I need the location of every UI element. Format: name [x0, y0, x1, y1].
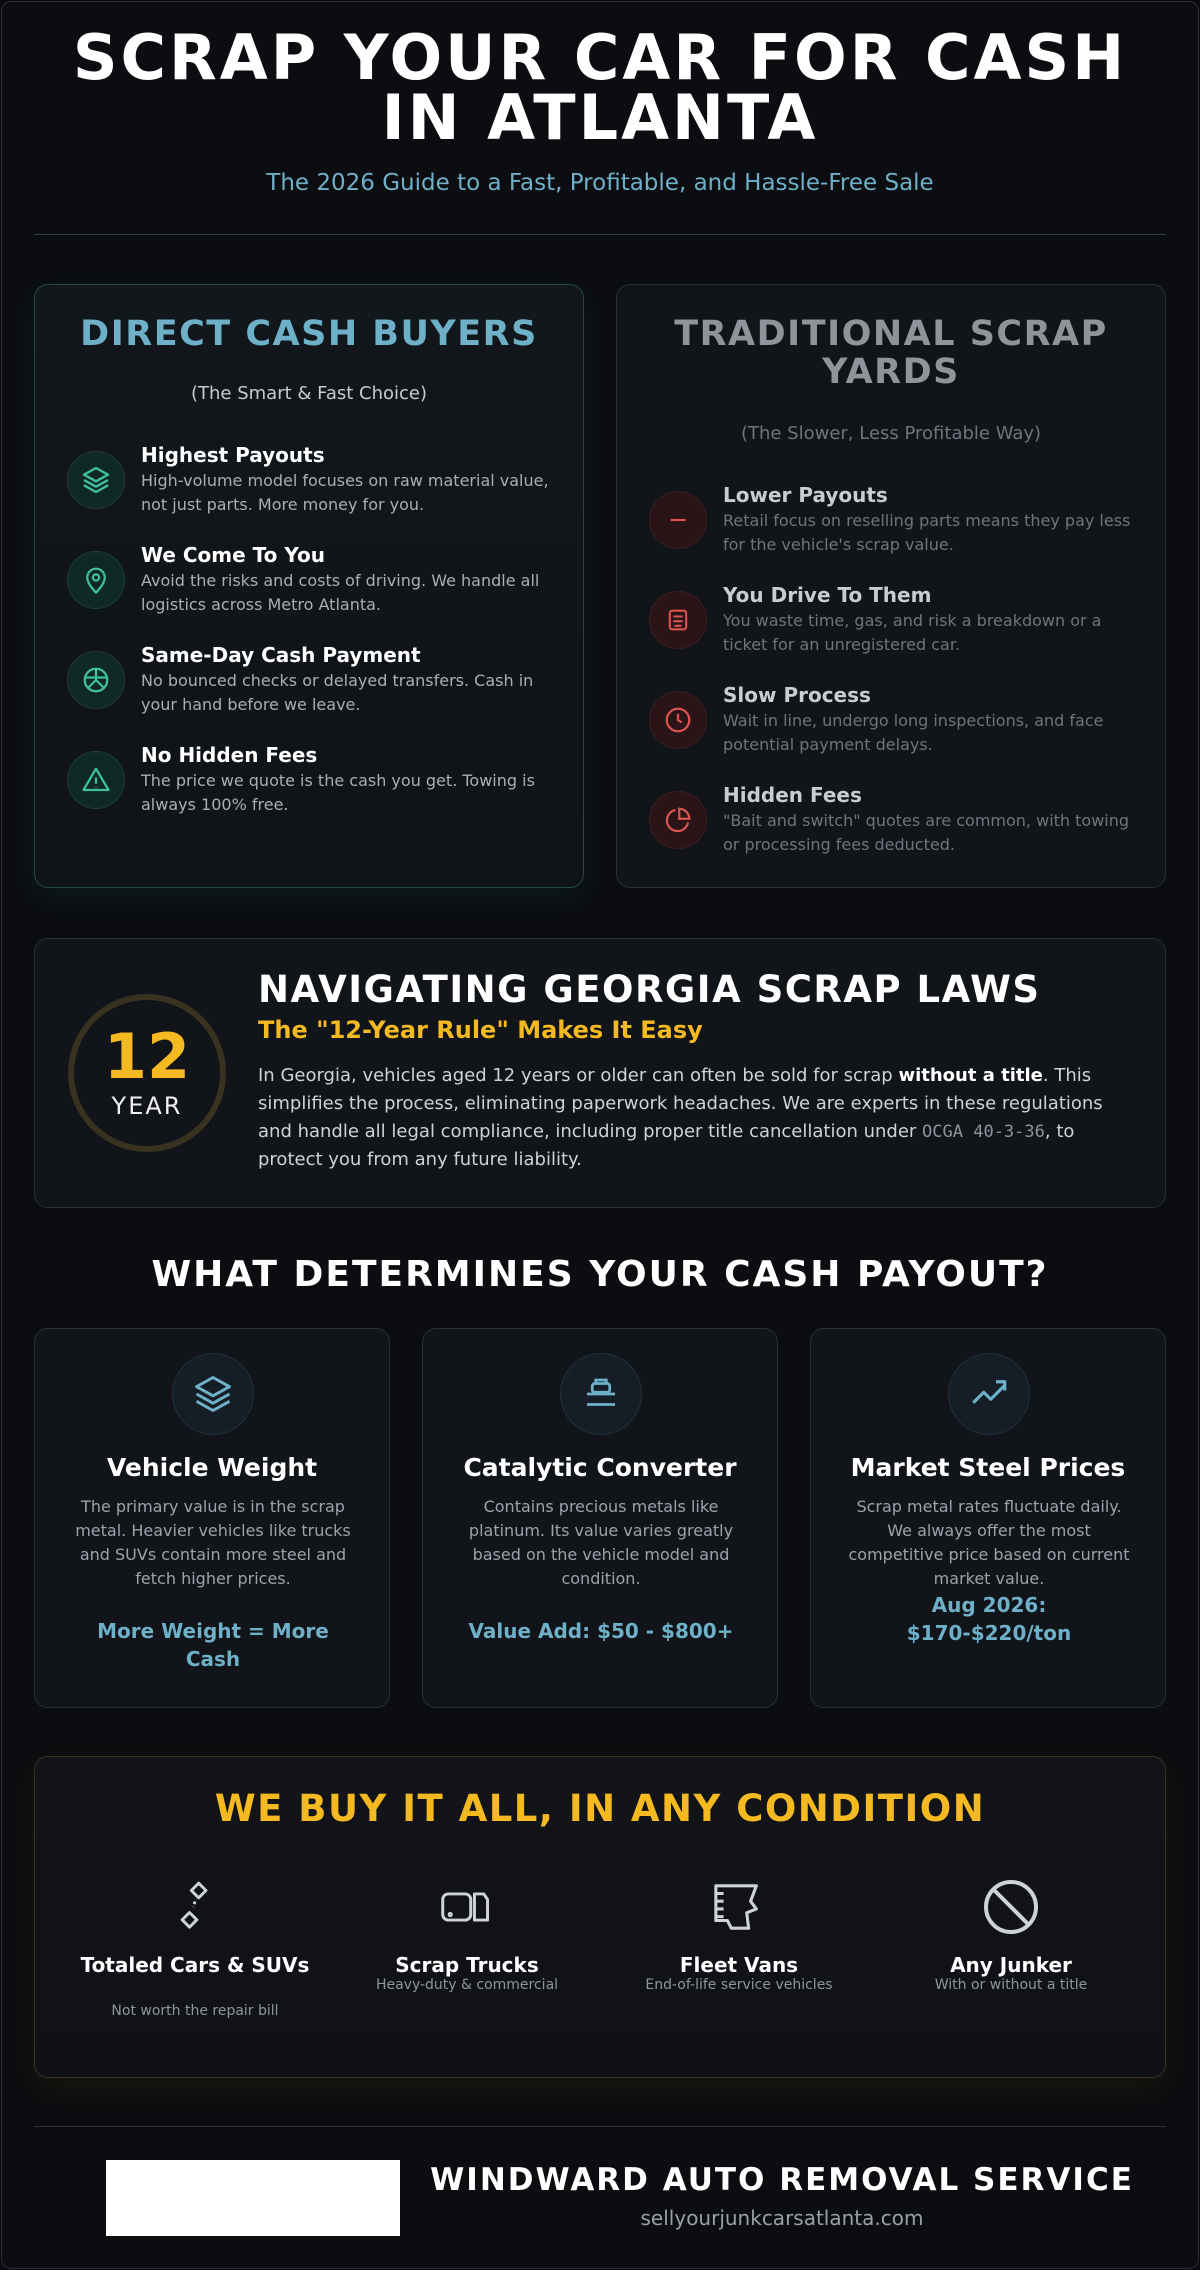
- buy-item-desc: With or without a title: [934, 1977, 1088, 1993]
- page-subtitle: The 2026 Guide to a Fast, Profitable, and Hassle-Free Sale: [266, 170, 934, 196]
- trend-up-icon: [948, 1353, 1030, 1435]
- cash-wheel-icon: [67, 651, 125, 709]
- factor-card-converter: [422, 1328, 778, 1708]
- van-icon: [709, 1877, 769, 1937]
- warning-triangle-icon: [67, 751, 125, 809]
- feature-desc: The price we quote is the cash you get. Towing is always 100% free.: [141, 771, 535, 814]
- we-buy-card: [34, 1756, 1166, 2078]
- feature-desc: Retail focus on reselling parts means they pay less for the vehicle's scrap value.: [723, 511, 1131, 554]
- direct-buyers-subtitle: (The Smart & Fast Choice): [190, 383, 428, 404]
- scrap-yards-title: TRADITIONAL SCRAP YARDS: [674, 314, 1108, 392]
- factor-card-steel-prices: [810, 1328, 1166, 1708]
- broken-diamond-icon: [165, 1877, 225, 1937]
- factor-title: Catalytic Converter: [463, 1453, 737, 1482]
- laws-body: In Georgia, vehicles aged 12 years or older can often be sold for scrap without a title. This simplifies the process, eliminating paperwork headaches. We are experts in these regulations and handle all legal compliance, including proper title cancellation under OCGA 40-3-36, to protect you from any future liability.: [258, 1065, 1103, 1170]
- clock-icon: [649, 691, 707, 749]
- feature-title: Lower Payouts: [723, 483, 888, 507]
- feature-item: [649, 683, 1169, 763]
- layers-icon: [67, 451, 125, 509]
- feature-item: [67, 443, 587, 523]
- feature-item: [649, 583, 1169, 663]
- feature-title: Hidden Fees: [723, 783, 862, 807]
- twelve-year-badge: [68, 994, 226, 1152]
- laws-body-emphasis: without a title: [898, 1065, 1043, 1086]
- logo: [106, 2160, 400, 2236]
- factor-title: Vehicle Weight: [106, 1453, 318, 1482]
- brand-name: WINDWARD AUTO REMOVAL SERVICE: [430, 2162, 1134, 2198]
- divider: [34, 234, 1166, 235]
- feature-desc: No bounced checks or delayed transfers. Cash in your hand before we leave.: [141, 671, 534, 714]
- buy-item-desc: Heavy-duty & commercial: [375, 1977, 559, 1993]
- buy-item-desc: Not worth the repair bill: [111, 2003, 279, 2019]
- feature-title: You Drive To Them: [723, 583, 932, 607]
- feature-item: [649, 483, 1169, 563]
- buy-item-title: Any Junker: [950, 1953, 1072, 1977]
- receipt-icon: [649, 591, 707, 649]
- minus-icon: [649, 491, 707, 549]
- feature-title: Highest Payouts: [141, 443, 325, 467]
- laws-subtitle: The "12-Year Rule" Makes It Easy: [258, 1016, 703, 1044]
- factor-highlight: Aug 2026: $170-$220/ton: [906, 1593, 1072, 1645]
- feature-item: [67, 743, 587, 823]
- feature-desc: Wait in line, undergo long inspections, and face potential payment delays.: [723, 711, 1104, 754]
- feature-title: Same-Day Cash Payment: [141, 643, 421, 667]
- truck-icon: [437, 1877, 497, 1937]
- factor-desc: Contains precious metals like platinum. Its value varies greatly based on the vehicle model and condition.: [468, 1497, 734, 1588]
- feature-desc: You waste time, gas, and risk a breakdown or a ticket for an unregistered car.: [723, 611, 1102, 654]
- scrap-yards-card: [616, 284, 1166, 888]
- feature-title: We Come To You: [141, 543, 325, 567]
- buy-item-title: Fleet Vans: [679, 1953, 799, 1977]
- scrap-yards-subtitle: (The Slower, Less Profitable Way): [740, 423, 1042, 444]
- factor-desc: The primary value is in the scrap metal. Heavier vehicles like trucks and SUVs contain more steel and fetch higher prices.: [75, 1497, 351, 1588]
- direct-buyers-title: DIRECT CASH BUYERS: [80, 314, 538, 354]
- feature-title: Slow Process: [723, 683, 871, 707]
- year-label: YEAR: [111, 1092, 183, 1120]
- factor-title: Market Steel Prices: [850, 1453, 1126, 1482]
- factor-card-weight: [34, 1328, 390, 1708]
- buy-item-title: Totaled Cars & SUVs: [80, 1953, 310, 1977]
- direct-buyers-card: [34, 284, 584, 888]
- buy-item-title: Scrap Trucks: [395, 1953, 539, 1977]
- feature-desc: Avoid the risks and costs of driving. We handle all logistics across Metro Atlanta.: [141, 571, 540, 614]
- feature-desc: High-volume model focuses on raw material value, not just parts. More money for you.: [141, 471, 549, 514]
- factor-highlight: Value Add: $50 - $800+: [468, 1619, 734, 1643]
- prohibited-icon: [981, 1877, 1041, 1937]
- buy-item-desc: End-of-life service vehicles: [645, 1977, 833, 1993]
- feature-item: [67, 643, 587, 723]
- we-buy-title: WE BUY IT ALL, IN ANY CONDITION: [214, 1787, 986, 1830]
- website-link[interactable]: sellyourjunkcarsatlanta.com: [640, 2206, 924, 2230]
- payout-section-title: WHAT DETERMINES YOUR CASH PAYOUT?: [151, 1254, 1049, 1295]
- year-number: 12: [103, 1020, 191, 1093]
- converter-icon: [560, 1353, 642, 1435]
- feature-item: [67, 543, 587, 623]
- factor-desc: Scrap metal rates fluctuate daily. We always offer the most competitive price based on current market value.: [848, 1497, 1130, 1588]
- factor-highlight: More Weight = More Cash: [97, 1619, 329, 1671]
- statute-reference: OCGA 40-3-36: [922, 1122, 1045, 1142]
- feature-title: No Hidden Fees: [141, 743, 318, 767]
- pie-chart-icon: [649, 791, 707, 849]
- map-pin-icon: [67, 551, 125, 609]
- laws-title: NAVIGATING GEORGIA SCRAP LAWS: [258, 968, 1041, 1011]
- feature-desc: "Bait and switch" quotes are common, with towing or processing fees deducted.: [723, 811, 1130, 854]
- layers-icon: [172, 1353, 254, 1435]
- footer-divider: [34, 2126, 1166, 2127]
- page-title: SCRAP YOUR CAR FOR CASH IN ATLANTA: [72, 21, 1128, 154]
- feature-item: [649, 783, 1169, 863]
